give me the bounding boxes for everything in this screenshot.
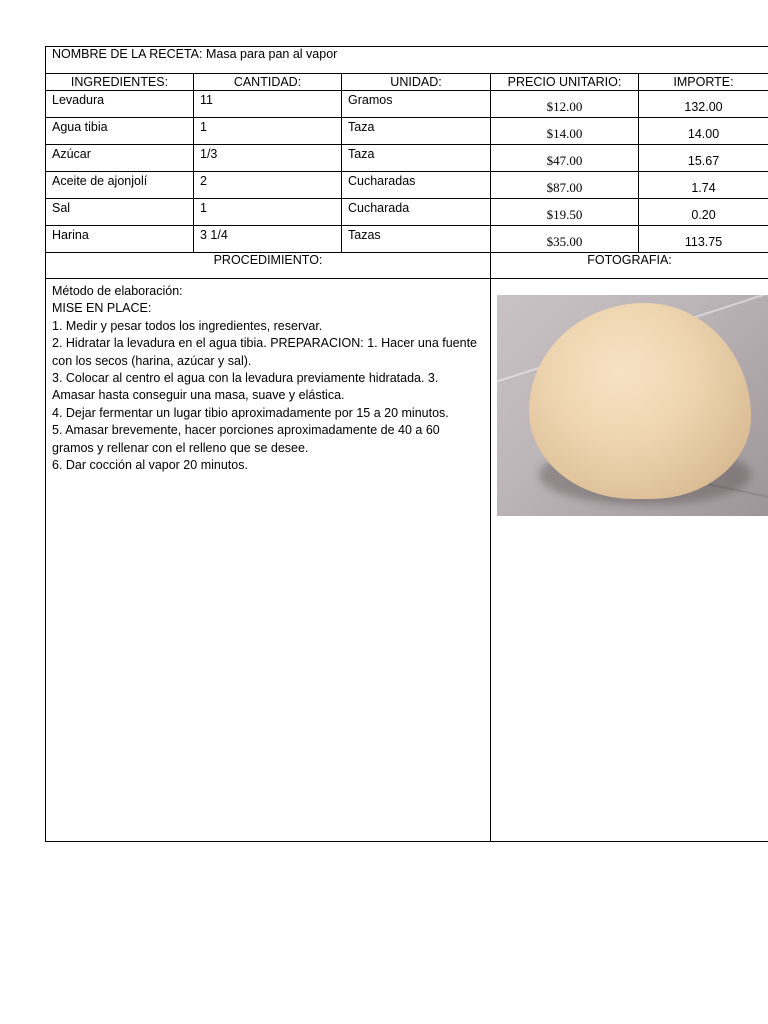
procedure-line: 4. Dejar fermentar un lugar tibio aproximadamente por 15 a 20 minutos. [52, 405, 449, 420]
ingredient-name: Sal [46, 199, 194, 226]
ingredient-amount: 15.67 [639, 145, 768, 172]
ingredient-price: $19.50 [491, 199, 639, 226]
procedure-line: 2. Hidratar la levadura en el agua tibia. PREPARACION: 1. Hacer una fuente con los secos (harina, azúcar y sal). [52, 336, 477, 368]
ingredient-qty: 11 [194, 91, 342, 118]
procedure-line: 6. Dar cocción al vapor 20 minutos. [52, 458, 248, 473]
recipe-sheet [45, 46, 768, 842]
procedure-line: 1. Medir y pesar todos los ingredientes, reservar. [52, 318, 323, 333]
table-row [46, 199, 768, 226]
ingredient-unit: Taza [342, 145, 491, 172]
ingredient-unit: Cucharadas [342, 172, 491, 199]
ingredient-amount: 14.00 [639, 118, 768, 145]
ingredient-name: Harina [46, 226, 194, 253]
ingredient-name: Levadura [46, 91, 194, 118]
recipe-title-value: Masa para pan al vapor [205, 47, 338, 61]
ingredient-unit: Taza [342, 118, 491, 145]
procedure-line: 3. Colocar al centro el agua con la levadura previamente hidratada. 3. Amasar hasta conseguir una masa, suave y elástica. [52, 371, 439, 403]
header-precio-unitario: PRECIO UNITARIO: [491, 74, 639, 91]
ingredient-qty: 1 [194, 118, 342, 145]
ingredient-amount: 1.74 [639, 172, 768, 199]
header-cantidad: CANTIDAD: [194, 74, 342, 91]
section-procedimiento: PROCEDIMIENTO: [46, 253, 491, 279]
photo-cell [491, 279, 768, 842]
procedure-line: MISE EN PLACE: [52, 301, 152, 316]
ingredient-qty: 1/3 [194, 145, 342, 172]
ingredient-name: Azúcar [46, 145, 194, 172]
ingredient-price: $87.00 [491, 172, 639, 199]
table-row [46, 118, 768, 145]
ingredient-price: $47.00 [491, 145, 639, 172]
ingredient-name: Agua tibia [46, 118, 194, 145]
ingredient-qty: 2 [194, 172, 342, 199]
ingredient-qty: 1 [194, 199, 342, 226]
table-row [46, 226, 768, 253]
table-row [46, 172, 768, 199]
ingredient-unit: Tazas [342, 226, 491, 253]
header-unidad: UNIDAD: [342, 74, 491, 91]
ingredient-amount: 113.75 [639, 226, 768, 253]
recipe-title-cell [46, 47, 768, 74]
ingredient-amount: 0.20 [639, 199, 768, 226]
ingredient-qty: 3 1/4 [194, 226, 342, 253]
header-importe: IMPORTE: [639, 74, 768, 91]
recipe-title-label: NOMBRE DE LA RECETA: [52, 47, 203, 61]
dough-ball-image [529, 303, 751, 499]
ingredient-price: $12.00 [491, 91, 639, 118]
ingredient-unit: Gramos [342, 91, 491, 118]
ingredient-name: Aceite de ajonjolí [46, 172, 194, 199]
recipe-table [45, 46, 768, 842]
ingredient-price: $14.00 [491, 118, 639, 145]
procedure-line: 5. Amasar brevemente, hacer porciones aproximadamente de 40 a 60 gramos y rellenar con el relleno que se desee. [52, 423, 440, 455]
procedure-line: Método de elaboración: [52, 284, 183, 298]
table-row [46, 91, 768, 118]
dough-photo [497, 295, 768, 516]
section-fotografia: FOTOGRAFIA: [491, 253, 768, 279]
procedure-text [46, 279, 491, 842]
ingredient-amount: 132.00 [639, 91, 768, 118]
ingredient-price: $35.00 [491, 226, 639, 253]
table-row [46, 145, 768, 172]
ingredient-unit: Cucharada [342, 199, 491, 226]
header-ingredientes: INGREDIENTES: [46, 74, 194, 91]
